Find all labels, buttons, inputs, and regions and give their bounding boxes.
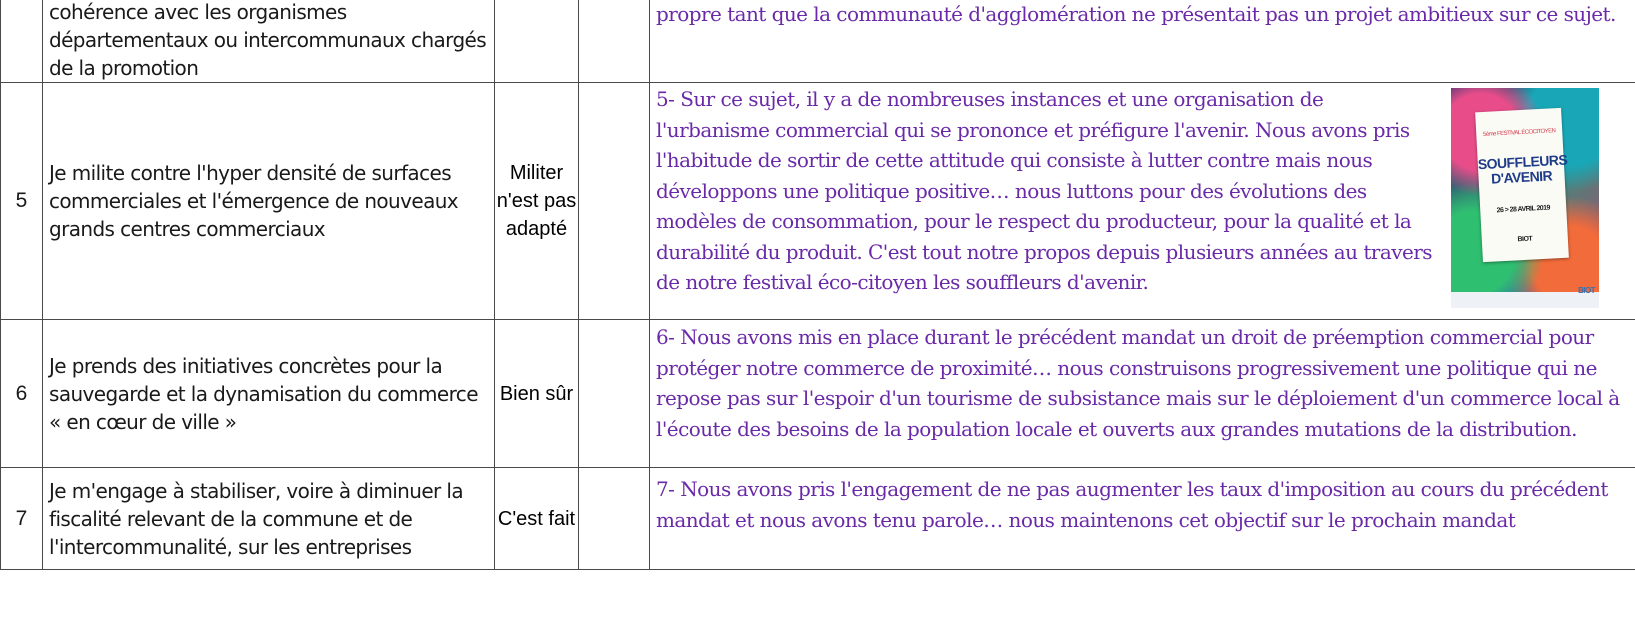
poster-card xyxy=(1475,108,1569,262)
engagement-text: Je milite contre l'hyper densité de surfaces commerciales et l'émergence de nouveaux grands centres commerciaux xyxy=(43,83,495,320)
blank-cell xyxy=(579,320,650,468)
row-number: 7 xyxy=(1,468,43,570)
answer-text xyxy=(495,0,579,83)
response-text: propre tant que la communauté d'agglomération ne présentait pas un projet ambitieux sur ce sujet. xyxy=(650,0,1635,83)
poster-place: BIOT xyxy=(1517,235,1533,244)
table-row xyxy=(1,320,1635,468)
poster-dates: 26 > 28 AVRIL 2019 xyxy=(1496,204,1551,214)
answer-text: Bien sûr xyxy=(495,320,579,468)
response-text: 5- Sur ce sujet, il y a de nombreuses instances et une organisation de l'urbanisme commercial qui se prononce et préfigure l'avenir. Nous avons pris l'habitude de sortir de cette attitude qui consiste à lutter contre mais nous développons une politique positive… nous luttons pour des évolutions des modèles de consommation, pour le respect du producteur, pour la qualité et la durabilité du produit. C'est tout notre propos depuis plusieurs années au travers de notre festival éco-citoyen les souffleurs d'avenir. xyxy=(656,87,1432,294)
table-row xyxy=(1,0,1635,83)
table-row xyxy=(1,468,1635,570)
engagement-text: cohérence avec les organismes départementaux ou intercommunaux chargés de la promotion xyxy=(43,0,495,83)
poster-festival-label: 5ème FESTIVAL ÉCOCITOYEN xyxy=(1482,128,1556,138)
poster-town-logo: BIOT xyxy=(1578,285,1595,295)
row-number: 5 xyxy=(1,83,43,320)
festival-poster-image xyxy=(1451,88,1599,308)
poster-sponsor-strip xyxy=(1451,292,1599,308)
engagement-text: Je m'engage à stabiliser, voire à diminuer la fiscalité relevant de la commune et de l'intercommunalité, sur les entreprises xyxy=(43,468,495,570)
blank-cell xyxy=(579,0,650,83)
response-text: 6- Nous avons mis en place durant le précédent mandat un droit de préemption commercial pour protéger notre commerce de proximité… nous construisons progressivement une politique qui ne repose pas sur l'espoir d'un tourisme de subsistance mais sur le déploiement d'un commerce local à l'écoute des besoins de la population locale et ouverts aux grandes mutations de la distribution. xyxy=(650,320,1635,468)
engagement-text: Je prends des initiatives concrètes pour la sauvegarde et la dynamisation du commerce « en cœur de ville » xyxy=(43,320,495,468)
poster-title: SOUFFLEURS D'AVENIR xyxy=(1477,151,1568,187)
row-number: 6 xyxy=(1,320,43,468)
blank-cell xyxy=(579,83,650,320)
response-text: 7- Nous avons pris l'engagement de ne pas augmenter les taux d'imposition au cours du précédent mandat et nous avons tenu parole… nous maintenons cet objectif sur le prochain mandat xyxy=(650,468,1635,570)
blank-cell xyxy=(579,468,650,570)
table-row xyxy=(1,83,1635,320)
answer-text: Militer n'est pas adapté xyxy=(495,83,579,320)
answer-text: C'est fait xyxy=(495,468,579,570)
row-number xyxy=(1,0,43,83)
response-cell xyxy=(650,83,1635,320)
